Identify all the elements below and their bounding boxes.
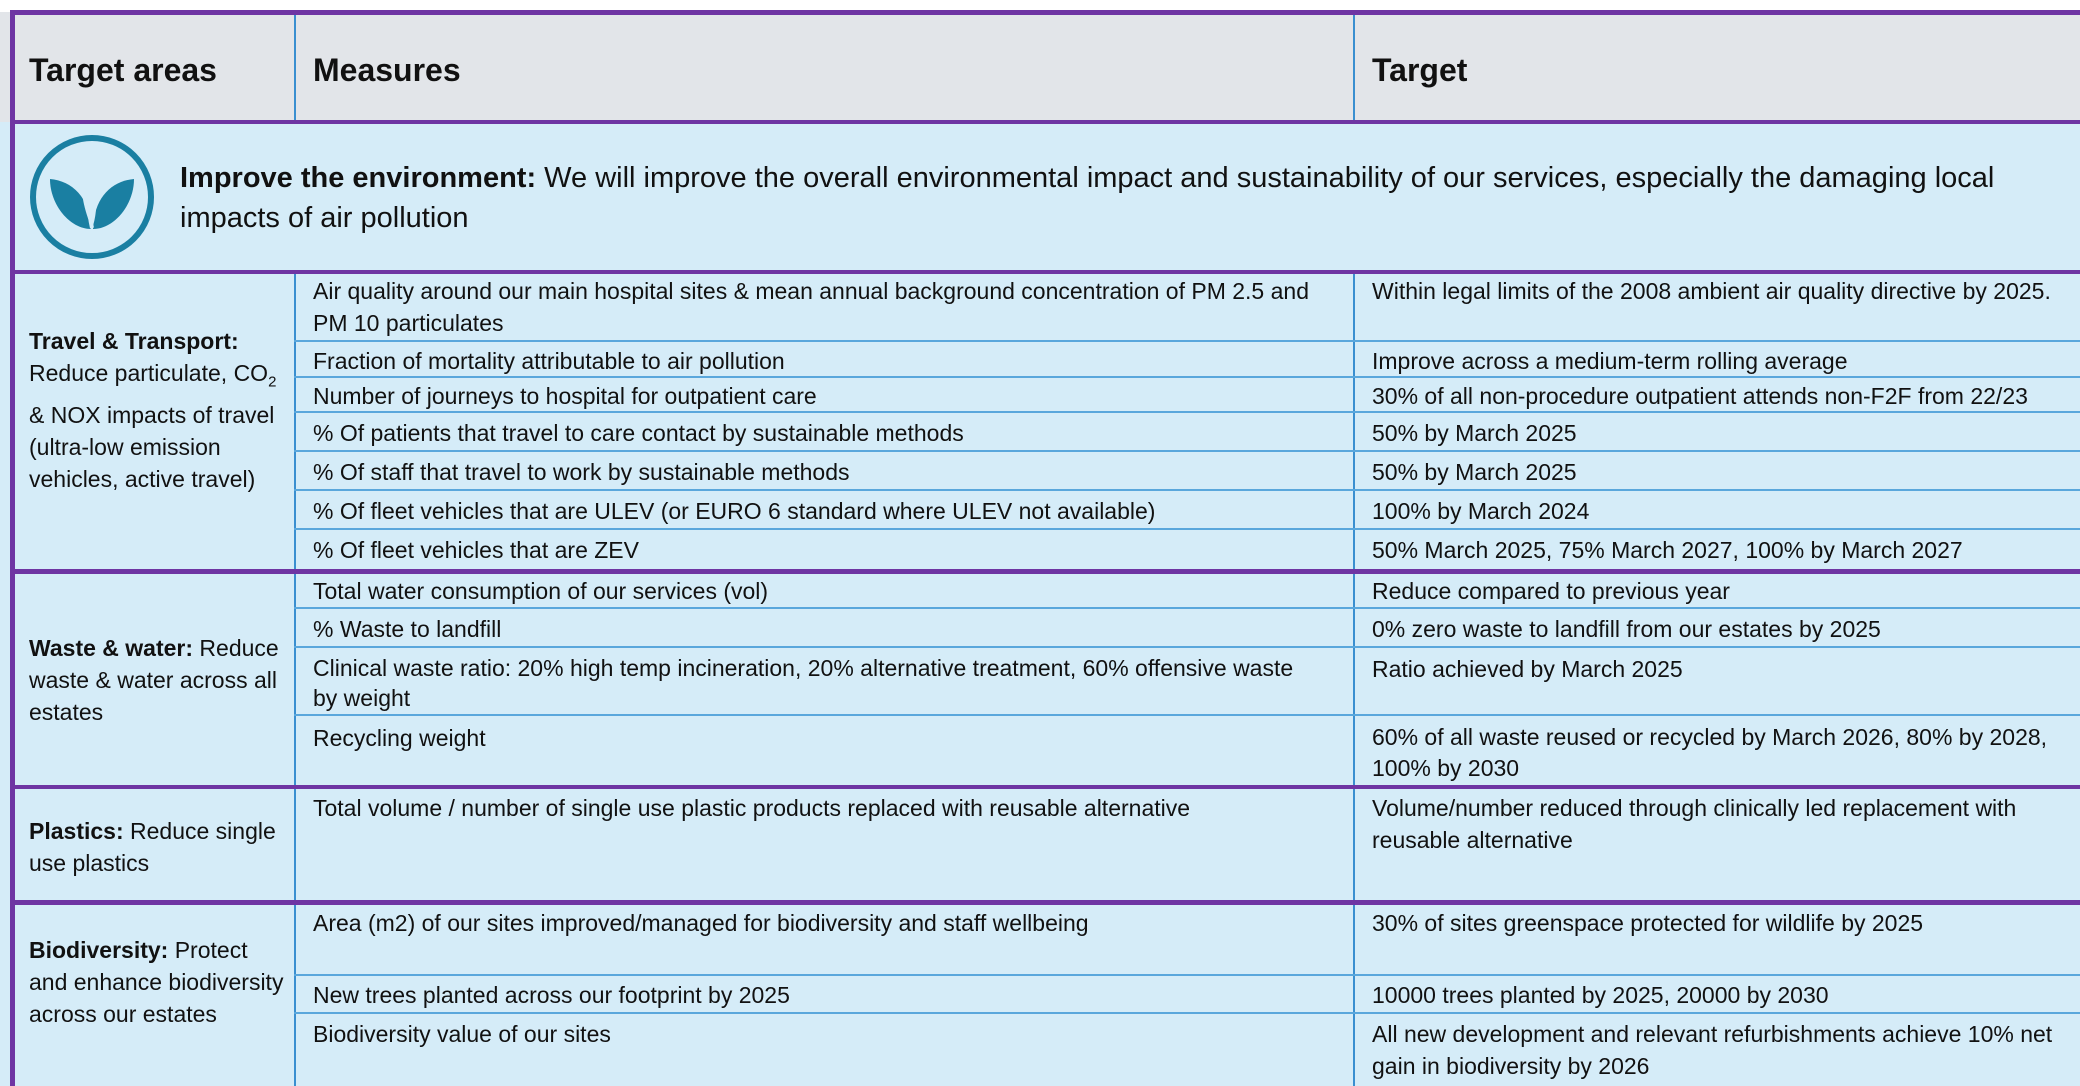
target-area-title: Biodiversity: [29,937,169,963]
target-area-title: Waste & water: [29,635,194,661]
group-border [10,569,2080,574]
table-border-top [10,10,2080,15]
measure-cell: Total volume / number of single use plastic products replaced with reusable alternative [313,795,1191,821]
col-divider [294,12,296,122]
target-area-description: Reduce particulate, CO [29,360,269,386]
measure-cell: % Of fleet vehicles that are ULEV (or EURO 6 standard where ULEV not available) [313,498,1156,524]
col-divider [294,272,296,1086]
target-cell: 60% of all waste reused or recycled by March 2026, 80% by 2028, 100% by 2030 [1372,724,2048,781]
target-area-biodiversity [29,934,284,1030]
measure-cell: % Waste to landfill [313,616,502,642]
target-area-plastics [29,815,284,879]
section-statement [180,158,2060,238]
measure-cell: Fraction of mortality attributable to air pollution [313,348,785,374]
target-area-title: Plastics: [29,818,124,844]
col-divider [1353,12,1355,122]
target-cell: 50% by March 2025 [1372,459,1577,485]
section-title: Improve the environment: [180,162,537,194]
target-cell: All new development and relevant refurbishments achieve 10% net gain in biodiversity by 2026 [1372,1021,2053,1079]
row-divider [294,646,2080,648]
section-border [10,270,2080,274]
measure-cell: Area (m2) of our sites improved/managed for biodiversity and staff wellbeing [313,910,1089,936]
row-divider [294,528,2080,530]
target-cell: 0% zero waste to landfill from our estates by 2025 [1372,616,1881,642]
measure-cell: New trees planted across our footprint by 2025 [313,982,790,1008]
group-border [10,785,2080,789]
target-cell: 30% of sites greenspace protected for wildlife by 2025 [1372,910,1924,936]
measure-cell: % Of staff that travel to work by sustainable methods [313,459,850,485]
section-description: We will improve the overall environmental impact and sustainability of our services, especially the damaging local impacts of air pollution [180,162,1995,234]
section-border [10,120,2080,124]
target-cell: 50% by March 2025 [1372,420,1577,446]
row-divider [294,1012,2080,1014]
target-area-title: Travel & Transport: [29,328,239,354]
target-cell: Within legal limits of the 2008 ambient air quality directive by 2025. [1372,278,2051,304]
table-border-left [10,10,15,1086]
measure-cell: Air quality around our main hospital sites & mean annual background concentration of PM 2.5 and PM 10 particulates [313,278,1309,336]
header-target-areas: Target areas [29,52,217,88]
leaves-icon [28,133,156,261]
row-divider [294,714,2080,716]
target-area-description: Protect and enhance biodiversity across our estates [29,937,284,1027]
target-cell: 30% of all non-procedure outpatient attends non-F2F from 22/23 [1372,383,2028,409]
col-divider [1353,272,1355,1086]
measure-cell: Biodiversity value of our sites [313,1021,611,1047]
target-cell: Volume/number reduced through clinically led replacement with reusable alternative [1372,795,2017,853]
row-divider [294,489,2080,491]
target-cell: Ratio achieved by March 2025 [1372,656,1683,682]
header-target: Target [1372,52,1468,88]
target-cell: Improve across a medium-term rolling average [1372,348,1848,374]
subscript: 2 [268,373,277,391]
measure-cell: Total water consumption of our services (vol) [313,578,769,604]
header-row [0,12,2080,122]
measure-cell: Clinical waste ratio: 20% high temp incineration, 20% alternative treatment, 60% offensive waste by weight [313,655,1294,711]
target-cell: Reduce compared to previous year [1372,578,1730,604]
measure-cell: % Of fleet vehicles that are ZEV [313,537,639,563]
row-divider [294,974,2080,976]
target-area-description: Reduce single use plastics [29,818,276,876]
target-area-description: & NOX impacts of travel (ultra-low emission vehicles, active travel) [29,401,275,492]
target-cell: 10000 trees planted by 2025, 20000 by 2030 [1372,982,1829,1008]
row-divider [294,450,2080,452]
row-divider [294,607,2080,609]
group-border [10,900,2080,905]
target-area-travel [29,325,284,495]
target-area-waste [29,632,284,728]
header-measures: Measures [313,52,461,88]
measure-cell: Recycling weight [313,725,486,751]
target-cell: 100% by March 2024 [1372,498,1590,524]
target-cell: 50% March 2025, 75% March 2027, 100% by March 2027 [1372,537,1963,563]
row-divider [294,340,2080,342]
measure-cell: Number of journeys to hospital for outpatient care [313,383,817,409]
target-area-description: Reduce waste & water across all estates [29,635,279,725]
measure-cell: % Of patients that travel to care contact by sustainable methods [313,420,964,446]
